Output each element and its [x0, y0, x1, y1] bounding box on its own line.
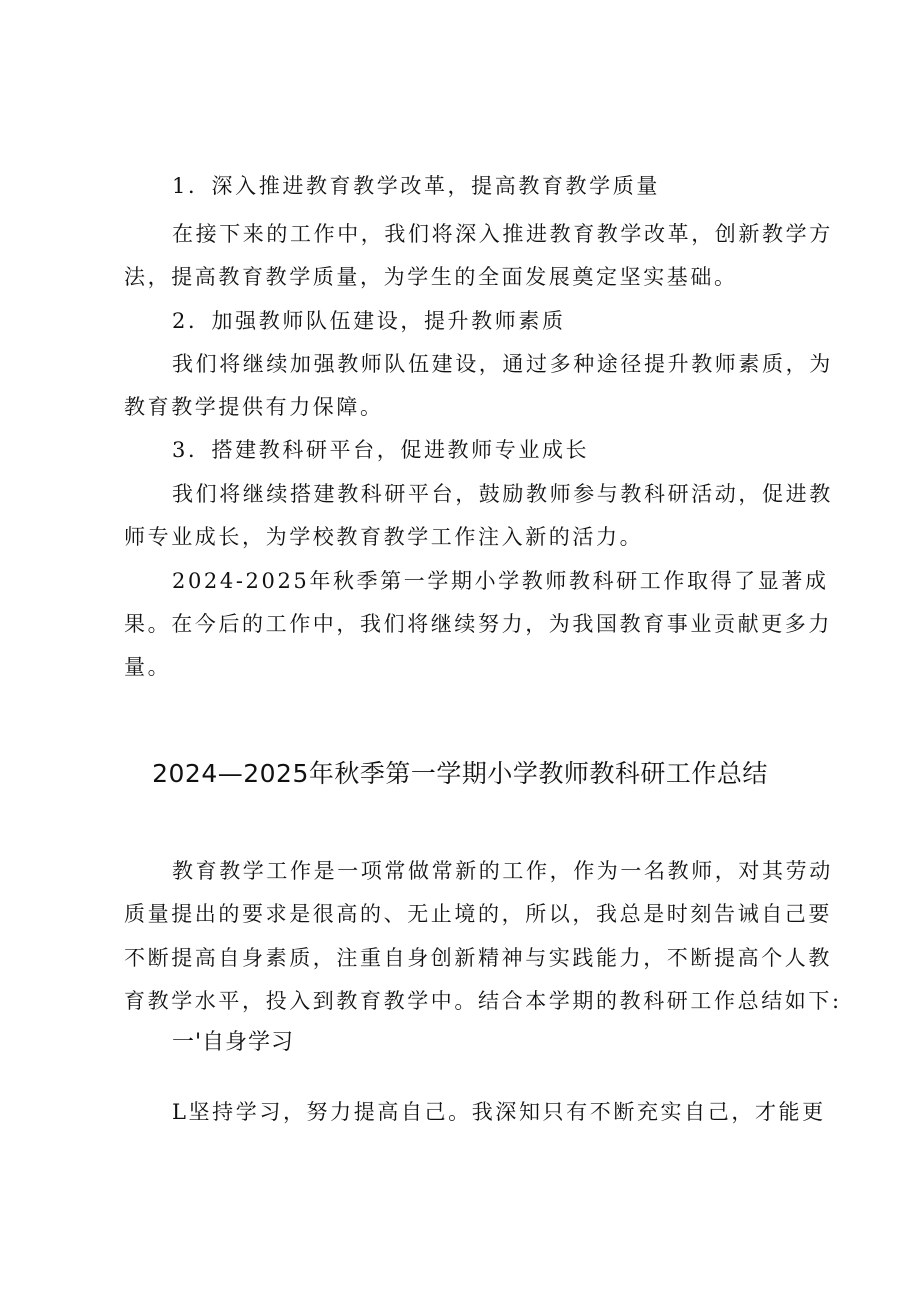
section-subheading: 一'自身学习 [172, 1030, 295, 1055]
item-3-heading: 3．搭建教科研平台，促进教师专业成长 [172, 438, 590, 462]
item-3-line-2: 师专业成长，为学校教育教学工作注入新的活力。 [124, 525, 644, 549]
item-1-heading: 1．深入推进教育教学改革，提高教育教学质量 [172, 174, 660, 198]
item-1-line-2: 法，提高教育教学质量，为学生的全面发展奠定坚实基础。 [124, 265, 738, 289]
item-2-heading: 2．加强教师队伍建设，提升教师素质 [172, 309, 566, 333]
intro-line-4: 育教学水平，投入到教育教学中。结合本学期的教科研工作总结如下: [124, 989, 842, 1013]
document-title: 2024—2025年秋季第一学期小学教师教科研工作总结 [152, 759, 768, 788]
item-2-line-1: 我们将继续加强教师队伍建设，通过多种途径提升教师素质，为 [172, 352, 833, 376]
intro-line-1: 教育教学工作是一项常做常新的工作，作为一名教师，对其劳动 [172, 859, 833, 883]
conclusion-line-3: 量。 [124, 655, 172, 679]
item-1-line-1: 在接下来的工作中，我们将深入推进教育教学改革，创新教学方 [172, 222, 833, 246]
conclusion-line-2: 果。在今后的工作中，我们将继续努力，为我国教育事业贡献更多力 [124, 612, 832, 636]
conclusion-line-1: 2024-2025年秋季第一学期小学教师教科研工作取得了显著成 [172, 569, 829, 593]
intro-line-2: 质量提出的要求是很高的、无止境的，所以，我总是时刻告诫自己要 [124, 902, 832, 926]
study-line-1: L坚持学习，努力提高自己。我深知只有不断充实自己，才能更 [172, 1100, 826, 1124]
item-3-line-1: 我们将继续搭建教科研平台，鼓励教师参与教科研活动，促进教 [172, 482, 833, 506]
intro-line-3: 不断提高自身素质，注重自身创新精神与实践能力，不断提高个人教 [124, 946, 832, 970]
item-2-line-2: 教育教学提供有力保障。 [124, 395, 384, 419]
